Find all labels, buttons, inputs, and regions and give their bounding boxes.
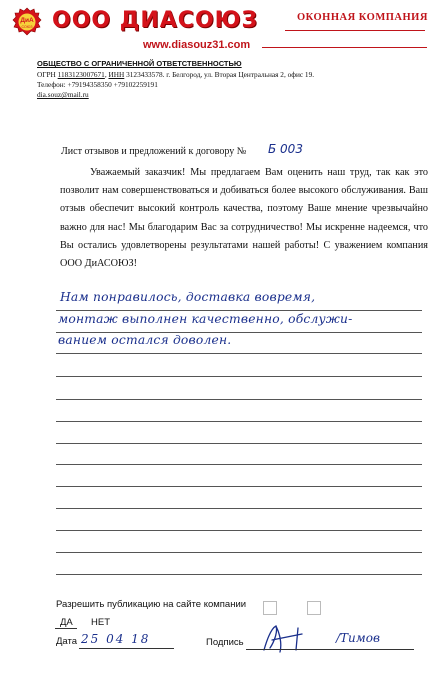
publish-yes-option[interactable]: ДА — [60, 617, 73, 628]
company-email — [37, 90, 89, 99]
date-value: 25 04 18 — [81, 632, 151, 646]
publish-question: Разрешить публикацию на сайте компании — [56, 599, 247, 610]
header-divider-lower — [262, 47, 427, 48]
ruled-line — [56, 530, 422, 531]
signature-label: Подпись — [206, 637, 244, 648]
ruled-line — [56, 574, 422, 575]
date-label: Дата — [56, 636, 78, 647]
publish-no-option[interactable]: НЕТ — [91, 617, 110, 628]
contract-number: Б 003 — [268, 142, 303, 156]
header-divider — [285, 30, 425, 31]
ogrn-label: ОГРН — [37, 70, 56, 79]
org-name: ОБЩЕСТВО С ОГРАНИЧЕННОЙ ОТВЕТСТВЕННОСТЬЮ — [37, 59, 242, 68]
inn-value: 3123433578. — [126, 70, 165, 79]
yes-selected-underline — [55, 628, 77, 629]
inn-label: ИНН — [108, 70, 125, 79]
ruled-line — [56, 508, 422, 509]
signer-name: /Тимов — [336, 631, 380, 645]
appeal-text — [60, 164, 428, 273]
handwritten-review-line: Нам понравилось, доставка вовремя, — [60, 290, 316, 304]
date-underline — [79, 648, 174, 649]
handwritten-review-line: ванием остался доволен. — [58, 333, 232, 347]
signature-underline — [246, 649, 414, 650]
ruled-line — [56, 421, 422, 422]
sheet-title: Лист отзывов и предложений к договору № — [61, 146, 247, 157]
ruled-line — [56, 464, 422, 465]
logo-subtext: СОЮЗ — [21, 25, 33, 29]
ruled-line — [56, 486, 422, 487]
logo-text: ДиА — [20, 17, 34, 24]
company-website: www.diasouz31.com — [143, 39, 251, 51]
ruled-line — [56, 310, 422, 311]
company-logo-icon — [12, 7, 42, 37]
ruled-line — [56, 353, 422, 354]
email-link[interactable]: dia.souz@mail.ru — [37, 90, 89, 99]
company-address: г. Белгород, ул. Вторая Центральная 2, офис 19. — [166, 70, 315, 79]
brand-tagline: ОКОННАЯ КОМПАНИЯ — [297, 12, 428, 23]
handwritten-signature — [258, 622, 318, 656]
ogrn-value: 1183123007671 — [57, 70, 105, 79]
registration-line: ОГРН 1183123007671, ИНН 3123433578. г. Белгород, ул. Вторая Центральная 2, офис 19. — [37, 70, 315, 79]
publish-checkbox-yes[interactable] — [263, 601, 277, 615]
appeal-paragraph: Уважаемый заказчик! Мы предлагаем Вам оценить наш труд, так как это позволит нам совершенствоваться и добиваться более высокого обслуживания. Ваш отзыв обеспечит высокий контроль качества, поэтому Ваше мнение чрезвычайно важно для нас! Мы благодарим Вас за сотрудничество! Мы искренне надеемся, что Вы остались удовлетворены результатами нашей работы! С уважением компания ООО ДиАСОЮЗ! — [60, 167, 428, 270]
handwritten-review-line: монтаж выполнен качественно, обслужи- — [58, 312, 353, 326]
ruled-line — [56, 399, 422, 400]
ruled-line — [56, 376, 422, 377]
brand-name: ООО ДИАСОЮЗ — [52, 8, 259, 33]
company-phones: Телефон: +79194358350 +79102259191 — [37, 80, 158, 89]
ruled-line — [56, 443, 422, 444]
publish-checkbox-no[interactable] — [307, 601, 321, 615]
ruled-line — [56, 552, 422, 553]
